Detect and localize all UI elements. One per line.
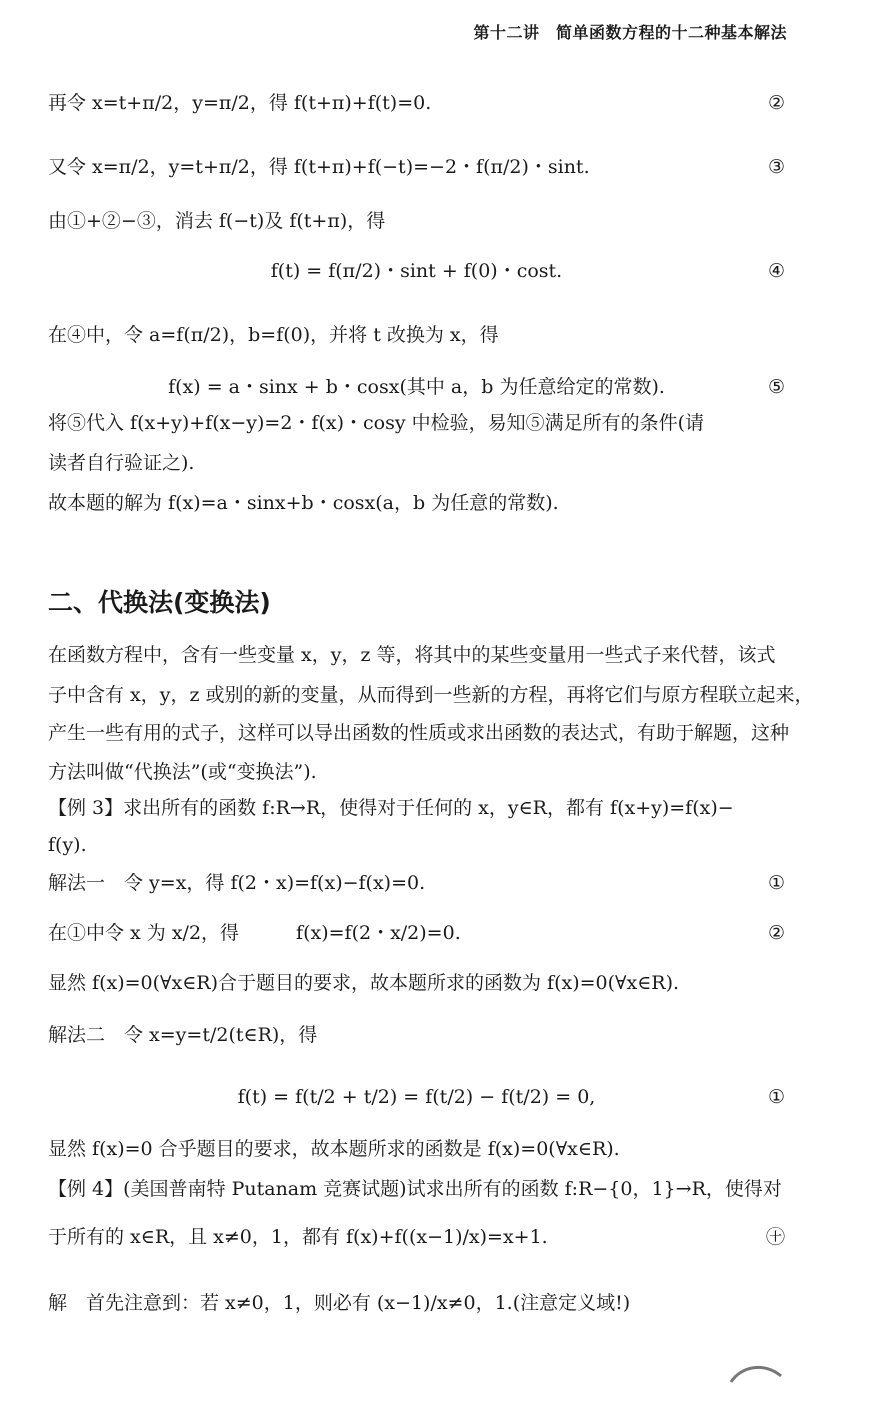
section-heading: 二、代换法(变换法) bbox=[48, 588, 271, 617]
text-line: 再令 x=t+π/2，y=π/2，得 f(t+π)+f(t)=0. bbox=[48, 92, 432, 114]
equation-number: ㊉ bbox=[765, 1226, 785, 1248]
page-corner-curl-icon bbox=[727, 1352, 785, 1392]
text-line: f(y). bbox=[48, 834, 87, 856]
equation-number: ③ bbox=[767, 156, 785, 178]
text-line: 子中含有 x，y，z 或别的新的变量，从而得到一些新的方程，再将它们与原方程联立起来， bbox=[48, 684, 814, 706]
text-line: 【例 4】(美国普南特 Putanam 竞赛试题)试求出所有的函数 f:R−{0，1}→R，使得对 bbox=[48, 1178, 782, 1200]
text-line: 由①+②−③，消去 f(−t)及 f(t+π)，得 bbox=[48, 210, 386, 232]
text-line: 解法一 令 y=x，得 f(2・x)=f(x)−f(x)=0. bbox=[48, 872, 426, 894]
equation-number: ① bbox=[767, 872, 785, 894]
equation-number: ② bbox=[767, 922, 785, 944]
equation-number: ⑤ bbox=[767, 376, 785, 398]
text-line: 方法叫做“代换法”(或“变换法”). bbox=[48, 761, 317, 783]
text-line: 故本题的解为 f(x)=a・sinx+b・cosx(a，b 为任意的常数). bbox=[48, 492, 559, 514]
text-line: 解法二 令 x=y=t/2(t∈R)，得 bbox=[48, 1024, 318, 1046]
text-line: 产生一些有用的式子，这样可以导出函数的性质或求出函数的表达式，有助于解题，这种 bbox=[48, 722, 790, 744]
text-line: 【例 3】求出所有的函数 f:R→R，使得对于任何的 x，y∈R，都有 f(x+y)=f(x)− bbox=[48, 797, 734, 819]
text-line: 解 首先注意到：若 x≠0，1，则必有 (x−1)/x≠0，1.(注意定义域!) bbox=[48, 1292, 631, 1314]
text-line: 显然 f(x)=0(∀x∈R)合于题目的要求，故本题所求的函数为 f(x)=0(∀x∈R). bbox=[48, 972, 680, 994]
text-line: 又令 x=π/2，y=t+π/2，得 f(t+π)+f(−t)=−2・f(π/2)・sint. bbox=[48, 156, 590, 178]
text-line: 在④中，令 a=f(π/2)，b=f(0)，并将 t 改换为 x，得 bbox=[48, 324, 499, 346]
text-line: 在函数方程中，含有一些变量 x，y，z 等，将其中的某些变量用一些式子来代替，该式 bbox=[48, 644, 776, 666]
text-line: 读者自行验证之). bbox=[48, 452, 195, 474]
equation-number: ① bbox=[767, 1086, 785, 1108]
equation-number: ④ bbox=[767, 260, 785, 282]
text-line: 在①中令 x 为 x/2，得 f(x)=f(2・x/2)=0. bbox=[48, 922, 461, 944]
text-line: 显然 f(x)=0 合乎题目的要求，故本题所求的函数是 f(x)=0(∀x∈R). bbox=[48, 1138, 620, 1160]
text-line: 于所有的 x∈R，且 x≠0，1，都有 f(x)+f((x−1)/x)=x+1. bbox=[48, 1226, 548, 1248]
page-header: 第十二讲 简单函数方程的十二种基本解法 bbox=[473, 23, 787, 42]
equation-number: ② bbox=[767, 92, 785, 114]
display-equation: f(x) = a・sinx + b・cosx(其中 a，b 为任意给定的常数). bbox=[168, 376, 665, 398]
display-equation: f(t) = f(π/2)・sint + f(0)・cost. bbox=[270, 260, 563, 282]
display-equation: f(t) = f(t/2 + t/2) = f(t/2) − f(t/2) = 0, bbox=[237, 1086, 596, 1108]
text-line: 将⑤代入 f(x+y)+f(x−y)=2・f(x)・cosy 中检验，易知⑤满足所有的条件(请 bbox=[48, 412, 705, 434]
